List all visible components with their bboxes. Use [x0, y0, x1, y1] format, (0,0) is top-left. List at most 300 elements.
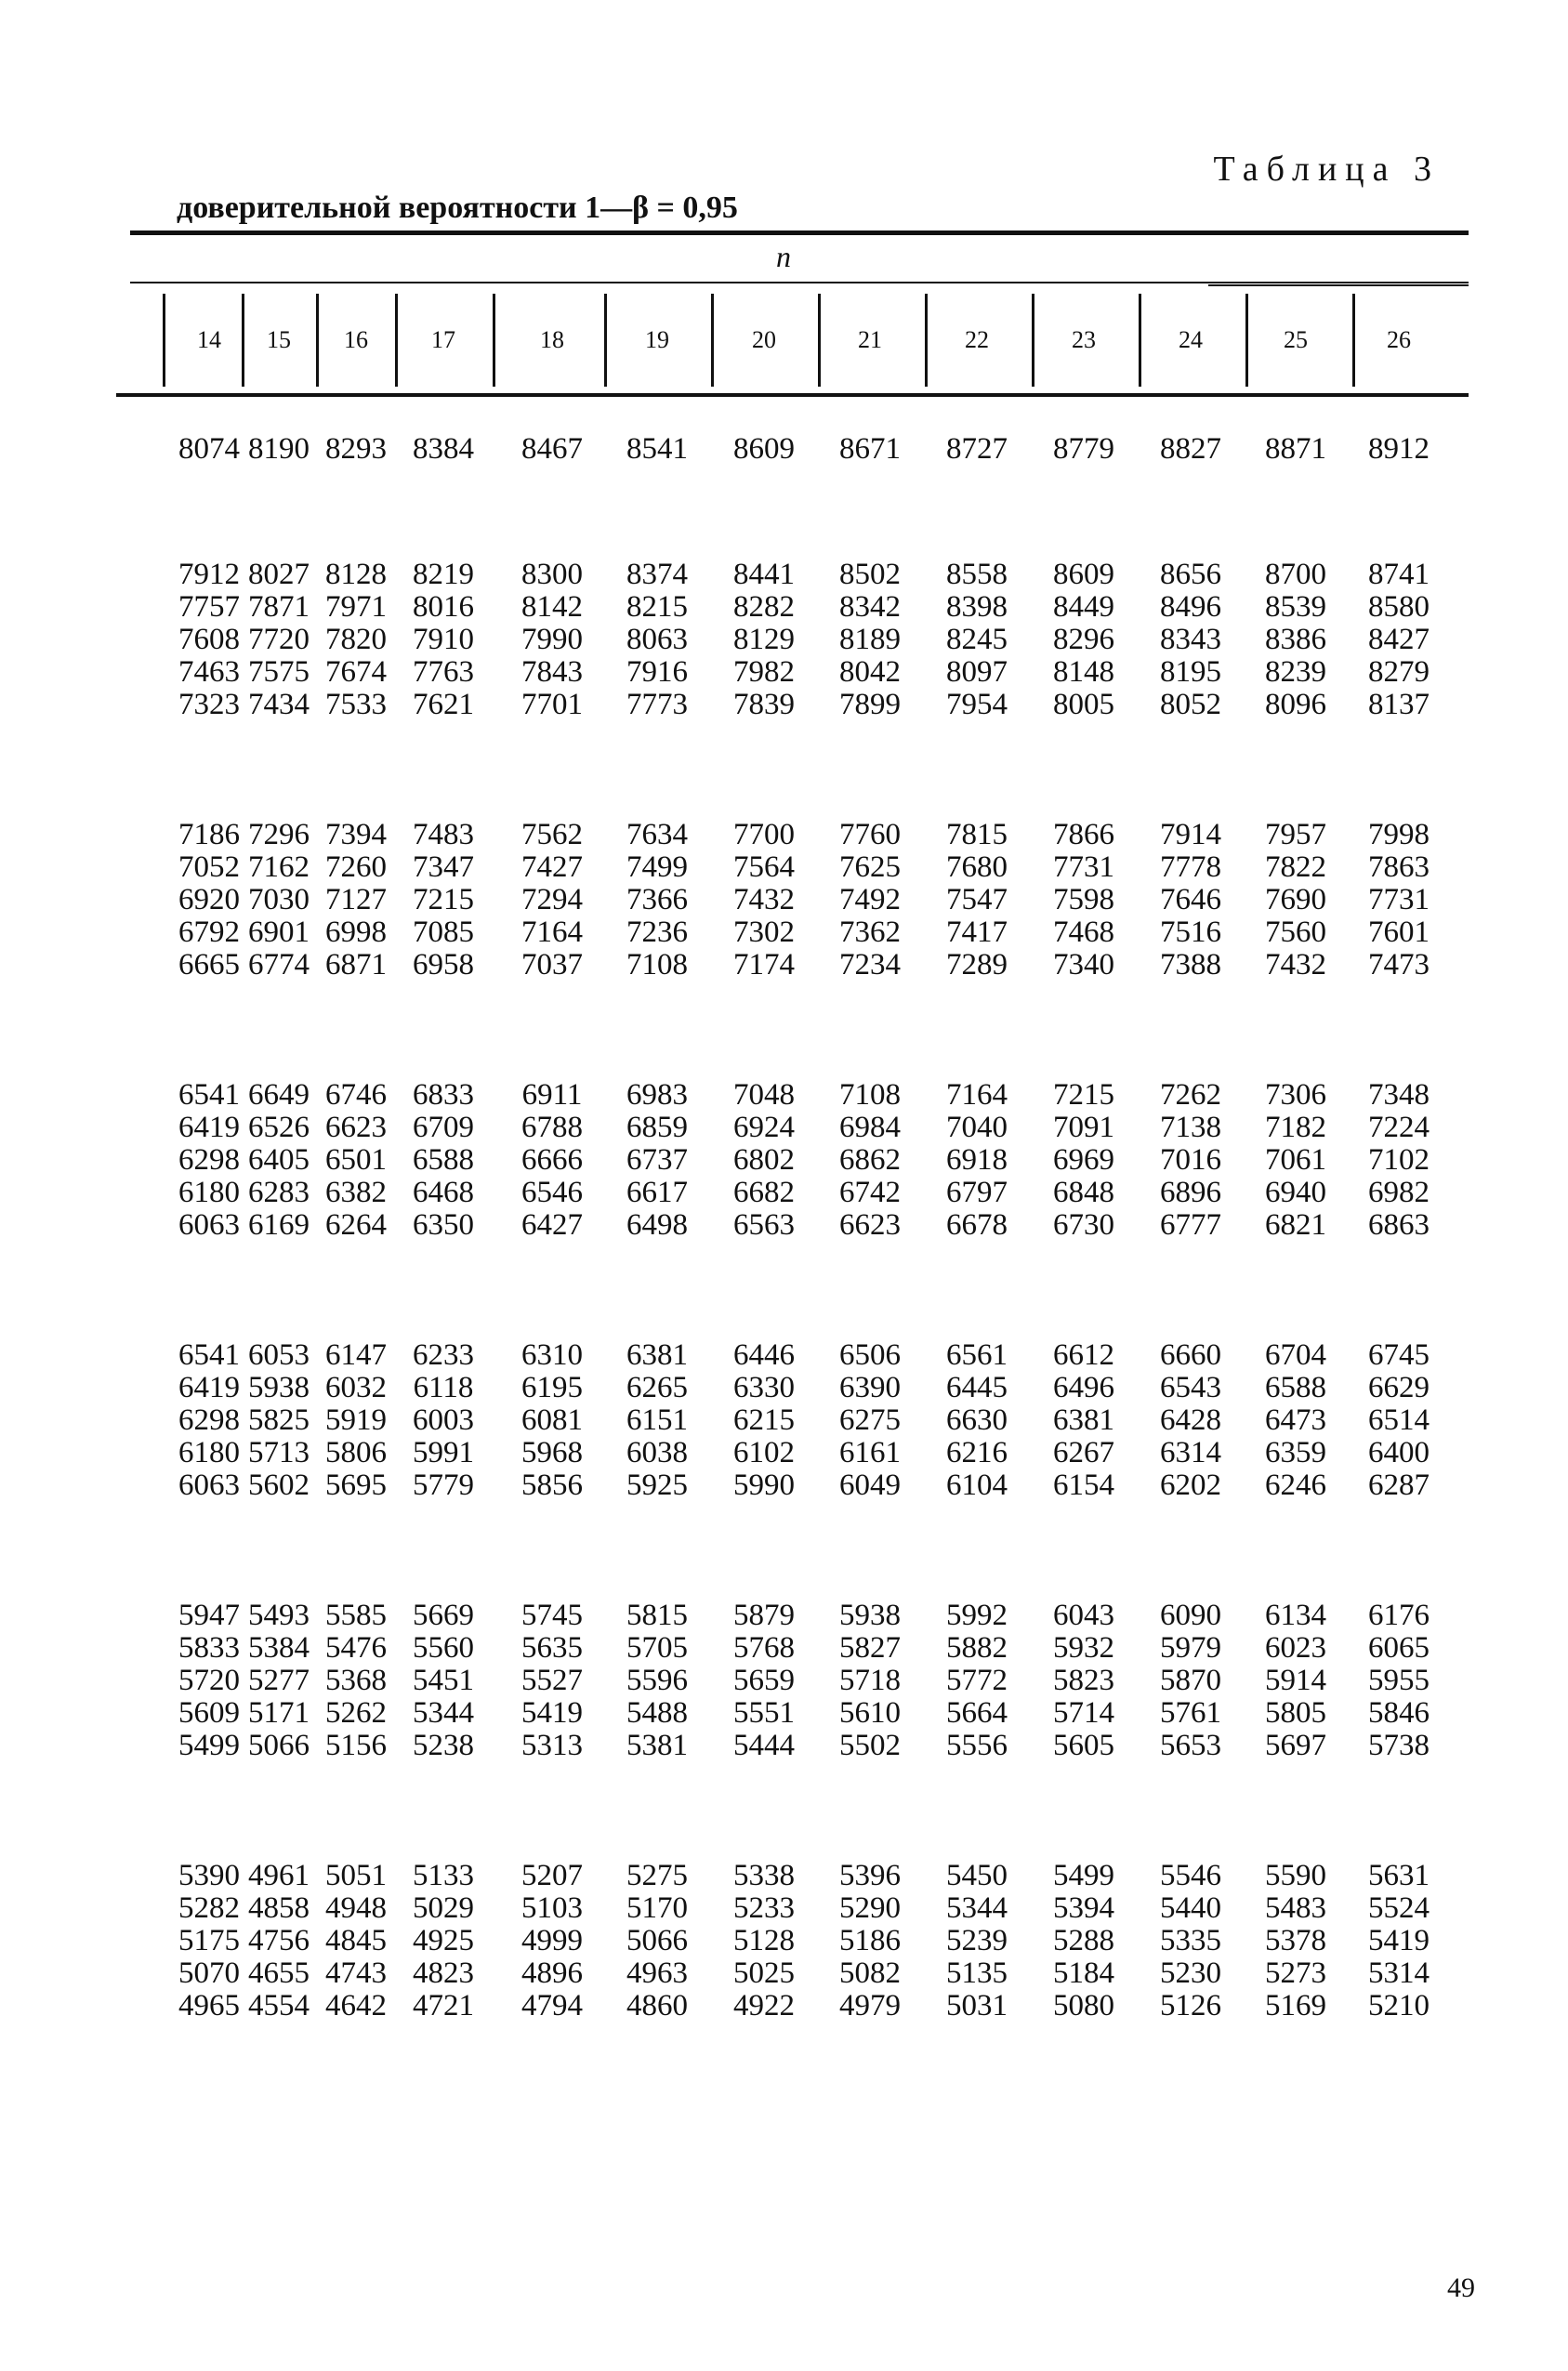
table-cell: 6982 [1368, 1176, 1430, 1209]
table-cell: 7427 [521, 850, 583, 884]
table-cell: 7957 [1265, 818, 1326, 851]
table-cell: 7108 [839, 1078, 901, 1112]
table-cell: 7174 [733, 948, 795, 981]
table-cell: 6969 [1053, 1143, 1114, 1177]
table-cell: 6588 [413, 1143, 474, 1177]
table-cell: 5493 [248, 1599, 310, 1632]
table-cell: 7910 [413, 623, 474, 656]
table-cell: 7432 [733, 883, 795, 916]
table-cell: 6298 [178, 1403, 240, 1437]
table-cell: 5979 [1160, 1631, 1221, 1665]
table-cell: 5714 [1053, 1696, 1114, 1730]
table-cell: 8374 [626, 558, 688, 591]
table-row [0, 432, 1568, 466]
table-cell: 6102 [733, 1436, 795, 1469]
table-cell: 8279 [1368, 655, 1430, 689]
column-header-23: 23 [1072, 326, 1096, 353]
table-cell: 6665 [178, 948, 240, 981]
table-cell: 8343 [1160, 623, 1221, 656]
table-cell: 7731 [1053, 850, 1114, 884]
table-cell: 6003 [413, 1403, 474, 1437]
table-cell: 5772 [946, 1664, 1008, 1697]
table-cell: 5238 [413, 1729, 474, 1762]
table-cell: 7260 [325, 850, 387, 884]
table-cell: 7262 [1160, 1078, 1221, 1112]
table-row [0, 1111, 1568, 1144]
table-cell: 5546 [1160, 1859, 1221, 1892]
table-cell: 8741 [1368, 558, 1430, 591]
table-row [0, 1436, 1568, 1469]
table-cell: 8384 [413, 432, 474, 466]
table-cell: 6506 [839, 1338, 901, 1372]
table-cell: 5659 [733, 1664, 795, 1697]
table-cell: 7763 [413, 655, 474, 689]
table-cell: 5635 [521, 1631, 583, 1665]
table-cell: 6788 [521, 1111, 583, 1144]
table-cell: 8190 [248, 432, 310, 466]
table-cell: 5230 [1160, 1956, 1221, 1990]
table-cell: 6275 [839, 1403, 901, 1437]
table-cell: 5585 [325, 1599, 387, 1632]
table-cell: 6848 [1053, 1176, 1114, 1209]
table-cell: 5233 [733, 1891, 795, 1925]
table-cell: 5745 [521, 1599, 583, 1632]
table-cell: 7778 [1160, 850, 1221, 884]
table-cell: 8541 [626, 432, 688, 466]
table-cell: 6063 [178, 1469, 240, 1502]
table-row [0, 558, 1568, 591]
table-label: Таблица 3 [1213, 150, 1440, 189]
table-cell: 6419 [178, 1111, 240, 1144]
column-divider [493, 294, 495, 387]
table-cell: 7234 [839, 948, 901, 981]
table-cell: 5384 [248, 1631, 310, 1665]
table-cell: 6265 [626, 1371, 688, 1404]
table-cell: 7162 [248, 850, 310, 884]
table-row [0, 1696, 1568, 1730]
table-cell: 5524 [1368, 1891, 1430, 1925]
table-cell: 8215 [626, 590, 688, 624]
table-cell: 5396 [839, 1859, 901, 1892]
table-cell: 5596 [626, 1664, 688, 1697]
table-cell: 5133 [413, 1859, 474, 1892]
column-divider [242, 294, 244, 387]
table-row [0, 1859, 1568, 1892]
table-cell: 6405 [248, 1143, 310, 1177]
table-cell: 6630 [946, 1403, 1008, 1437]
table-cell: 5210 [1368, 1989, 1430, 2022]
table-row [0, 883, 1568, 916]
table-cell: 5947 [178, 1599, 240, 1632]
table-cell: 6151 [626, 1403, 688, 1437]
table-cell: 7634 [626, 818, 688, 851]
header-rule [130, 282, 1469, 283]
table-cell: 6541 [178, 1078, 240, 1112]
table-cell: 5991 [413, 1436, 474, 1469]
table-cell: 8671 [839, 432, 901, 466]
table-cell: 5082 [839, 1956, 901, 1990]
table-cell: 5175 [178, 1924, 240, 1957]
table-cell: 7347 [413, 850, 474, 884]
table-cell: 7982 [733, 655, 795, 689]
page-number: 49 [1447, 2272, 1475, 2303]
table-cell: 7138 [1160, 1111, 1221, 1144]
table-cell: 5938 [248, 1371, 310, 1404]
table-cell: 5451 [413, 1664, 474, 1697]
table-cell: 6901 [248, 915, 310, 949]
table-cell: 6920 [178, 883, 240, 916]
column-divider [316, 294, 319, 387]
table-cell: 7052 [178, 850, 240, 884]
table-cell: 8398 [946, 590, 1008, 624]
table-cell: 8609 [733, 432, 795, 466]
table-cell: 6246 [1265, 1469, 1326, 1502]
table-cell: 6038 [626, 1436, 688, 1469]
table-cell: 6298 [178, 1143, 240, 1177]
table-cell: 6081 [521, 1403, 583, 1437]
column-header-15: 15 [267, 326, 291, 353]
table-cell: 5653 [1160, 1729, 1221, 1762]
table-cell: 6709 [413, 1111, 474, 1144]
table-cell: 7954 [946, 688, 1008, 721]
table-cell: 7990 [521, 623, 583, 656]
table-cell: 6617 [626, 1176, 688, 1209]
table-cell: 5738 [1368, 1729, 1430, 1762]
table-row [0, 1924, 1568, 1957]
table-cell: 6419 [178, 1371, 240, 1404]
table-row [0, 1176, 1568, 1209]
table-row [0, 1469, 1568, 1502]
table-cell: 5313 [521, 1729, 583, 1762]
table-row [0, 1631, 1568, 1665]
table-cell: 5499 [1053, 1859, 1114, 1892]
table-cell: 7091 [1053, 1111, 1114, 1144]
table-cell: 5051 [325, 1859, 387, 1892]
table-cell: 8342 [839, 590, 901, 624]
table-cell: 6090 [1160, 1599, 1221, 1632]
table-cell: 5029 [413, 1891, 474, 1925]
table-cell: 8779 [1053, 432, 1114, 466]
table-cell: 7037 [521, 948, 583, 981]
table-cell: 8142 [521, 590, 583, 624]
table-cell: 6629 [1368, 1371, 1430, 1404]
column-divider [604, 294, 607, 387]
table-cell: 5602 [248, 1469, 310, 1502]
table-cell: 8148 [1053, 655, 1114, 689]
table-cell: 7127 [325, 883, 387, 916]
column-header-20: 20 [752, 326, 776, 353]
table-cell: 6161 [839, 1436, 901, 1469]
table-cell: 5932 [1053, 1631, 1114, 1665]
table-cell: 8282 [733, 590, 795, 624]
column-header-14: 14 [197, 326, 221, 353]
table-cell: 8219 [413, 558, 474, 591]
table-cell: 7916 [626, 655, 688, 689]
column-header-24: 24 [1179, 326, 1203, 353]
table-cell: 7236 [626, 915, 688, 949]
table-cell: 7815 [946, 818, 1008, 851]
table-cell: 6859 [626, 1111, 688, 1144]
column-divider [163, 294, 165, 387]
table-cell: 7564 [733, 850, 795, 884]
table-cell: 5856 [521, 1469, 583, 1502]
table-cell: 4961 [248, 1859, 310, 1892]
table-cell: 6737 [626, 1143, 688, 1177]
table-cell: 6911 [521, 1078, 583, 1112]
table-cell: 5390 [178, 1859, 240, 1892]
table-cell: 6445 [946, 1371, 1008, 1404]
table-cell: 6821 [1265, 1208, 1326, 1242]
table-cell: 7843 [521, 655, 583, 689]
table-cell: 5277 [248, 1664, 310, 1697]
column-header-18: 18 [540, 326, 564, 353]
table-cell: 4965 [178, 1989, 240, 2022]
table-cell: 5833 [178, 1631, 240, 1665]
table-cell: 8128 [325, 558, 387, 591]
table-cell: 6862 [839, 1143, 901, 1177]
table-cell: 7030 [248, 883, 310, 916]
table-cell: 6382 [325, 1176, 387, 1209]
table-cell: 5381 [626, 1729, 688, 1762]
table-cell: 8912 [1368, 432, 1430, 466]
table-cell: 7757 [178, 590, 240, 624]
table-cell: 7302 [733, 915, 795, 949]
table-row [0, 915, 1568, 949]
table-cell: 5483 [1265, 1891, 1326, 1925]
table-cell: 6400 [1368, 1436, 1430, 1469]
table-cell: 7348 [1368, 1078, 1430, 1112]
table-cell: 5476 [325, 1631, 387, 1665]
table-cell: 8052 [1160, 688, 1221, 721]
table-cell: 6745 [1368, 1338, 1430, 1372]
table-cell: 6267 [1053, 1436, 1114, 1469]
table-cell: 6896 [1160, 1176, 1221, 1209]
table-cell: 6053 [248, 1338, 310, 1372]
table-cell: 7432 [1265, 948, 1326, 981]
table-cell: 6154 [1053, 1469, 1114, 1502]
table-cell: 6501 [325, 1143, 387, 1177]
table-row [0, 850, 1568, 884]
table-cell: 6730 [1053, 1208, 1114, 1242]
table-cell: 5938 [839, 1599, 901, 1632]
table-cell: 5914 [1265, 1664, 1326, 1697]
table-cell: 5955 [1368, 1664, 1430, 1697]
table-cell: 7215 [413, 883, 474, 916]
table-cell: 5551 [733, 1696, 795, 1730]
table-cell: 5031 [946, 1989, 1008, 2022]
table-cell: 8300 [521, 558, 583, 591]
table-cell: 5605 [1053, 1729, 1114, 1762]
table-cell: 6314 [1160, 1436, 1221, 1469]
table-cell: 5761 [1160, 1696, 1221, 1730]
table-cell: 6666 [521, 1143, 583, 1177]
table-cell: 8005 [1053, 688, 1114, 721]
column-divider [711, 294, 714, 387]
table-cell: 7998 [1368, 818, 1430, 851]
table-cell: 4794 [521, 1989, 583, 2022]
table-cell: 5419 [521, 1696, 583, 1730]
table-cell: 6468 [413, 1176, 474, 1209]
table-cell: 6381 [1053, 1403, 1114, 1437]
table-cell: 8496 [1160, 590, 1221, 624]
table-cell: 5590 [1265, 1859, 1326, 1892]
table-cell: 7646 [1160, 883, 1221, 916]
table-row [0, 948, 1568, 981]
table-cell: 8042 [839, 655, 901, 689]
table-cell: 5066 [626, 1924, 688, 1957]
table-cell: 6147 [325, 1338, 387, 1372]
table-cell: 6049 [839, 1469, 901, 1502]
table-cell: 5713 [248, 1436, 310, 1469]
table-cell: 5610 [839, 1696, 901, 1730]
table-cell: 5207 [521, 1859, 583, 1892]
table-cell: 6023 [1265, 1631, 1326, 1665]
table-cell: 6649 [248, 1078, 310, 1112]
table-cell: 6350 [413, 1208, 474, 1242]
table-cell: 7760 [839, 818, 901, 851]
table-cell: 7040 [946, 1111, 1008, 1144]
table-cell: 8558 [946, 558, 1008, 591]
column-header-17: 17 [431, 326, 455, 353]
table-cell: 5070 [178, 1956, 240, 1990]
table-cell: 6998 [325, 915, 387, 949]
table-cell: 8871 [1265, 432, 1326, 466]
table-cell: 8096 [1265, 688, 1326, 721]
table-cell: 7601 [1368, 915, 1430, 949]
table-cell: 5282 [178, 1891, 240, 1925]
table-cell: 5720 [178, 1664, 240, 1697]
table-cell: 7839 [733, 688, 795, 721]
table-cell: 6264 [325, 1208, 387, 1242]
table-cell: 6660 [1160, 1338, 1221, 1372]
table-cell: 4756 [248, 1924, 310, 1957]
table-cell: 6310 [521, 1338, 583, 1372]
table-cell: 5870 [1160, 1664, 1221, 1697]
table-cell: 7720 [248, 623, 310, 656]
table-cell: 6195 [521, 1371, 583, 1404]
table-cell: 5444 [733, 1729, 795, 1762]
table-cell: 6104 [946, 1469, 1008, 1502]
table-cell: 6563 [733, 1208, 795, 1242]
table-cell: 5378 [1265, 1924, 1326, 1957]
table-row [0, 1891, 1568, 1925]
column-header-21: 21 [858, 326, 882, 353]
table-cell: 7871 [248, 590, 310, 624]
table-cell: 6381 [626, 1338, 688, 1372]
table-cell: 5609 [178, 1696, 240, 1730]
table-cell: 5288 [1053, 1924, 1114, 1957]
table-cell: 7164 [521, 915, 583, 949]
table-cell: 7483 [413, 818, 474, 851]
table-cell: 5879 [733, 1599, 795, 1632]
table-cell: 5419 [1368, 1924, 1430, 1957]
table-cell: 5156 [325, 1729, 387, 1762]
table-cell: 8137 [1368, 688, 1430, 721]
table-cell: 7598 [1053, 883, 1114, 916]
table-cell: 4948 [325, 1891, 387, 1925]
column-header-19: 19 [645, 326, 669, 353]
table-cell: 7866 [1053, 818, 1114, 851]
table-cell: 8580 [1368, 590, 1430, 624]
table-cell: 7773 [626, 688, 688, 721]
table-cell: 8097 [946, 655, 1008, 689]
table-cell: 4642 [325, 1989, 387, 2022]
table-cell: 4721 [413, 1989, 474, 2022]
table-cell: 6742 [839, 1176, 901, 1209]
table-cell: 6134 [1265, 1599, 1326, 1632]
table-cell: 7362 [839, 915, 901, 949]
table-cell: 6287 [1368, 1469, 1430, 1502]
table-cell: 5768 [733, 1631, 795, 1665]
table-cell: 6283 [248, 1176, 310, 1209]
table-cell: 7417 [946, 915, 1008, 949]
table-cell: 5806 [325, 1436, 387, 1469]
column-header-26: 26 [1387, 326, 1411, 353]
table-cell: 4922 [733, 1989, 795, 2022]
table-cell: 6446 [733, 1338, 795, 1372]
table-cell: 5440 [1160, 1891, 1221, 1925]
column-divider [925, 294, 928, 387]
table-cell: 8386 [1265, 623, 1326, 656]
table-cell: 5335 [1160, 1924, 1221, 1957]
table-cell: 7164 [946, 1078, 1008, 1112]
table-cell: 6216 [946, 1436, 1008, 1469]
table-cell: 6924 [733, 1111, 795, 1144]
table-cell: 7499 [626, 850, 688, 884]
table-cell: 7575 [248, 655, 310, 689]
table-cell: 7085 [413, 915, 474, 949]
table-cell: 7674 [325, 655, 387, 689]
table-cell: 8467 [521, 432, 583, 466]
table-cell: 5669 [413, 1599, 474, 1632]
table-cell: 5882 [946, 1631, 1008, 1665]
column-header-16: 16 [344, 326, 368, 353]
table-cell: 6180 [178, 1176, 240, 1209]
table-cell: 8296 [1053, 623, 1114, 656]
table-cell: 5450 [946, 1859, 1008, 1892]
table-cell: 5338 [733, 1859, 795, 1892]
table-cell: 6180 [178, 1436, 240, 1469]
table-cell: 7560 [1265, 915, 1326, 949]
table-cell: 4823 [413, 1956, 474, 1990]
table-cell: 8195 [1160, 655, 1221, 689]
table-cell: 8245 [946, 623, 1008, 656]
table-cell: 6233 [413, 1338, 474, 1372]
table-cell: 5186 [839, 1924, 901, 1957]
table-cell: 6330 [733, 1371, 795, 1404]
table-cell: 7016 [1160, 1143, 1221, 1177]
column-divider [1352, 294, 1355, 387]
table-cell: 5705 [626, 1631, 688, 1665]
table-cell: 8609 [1053, 558, 1114, 591]
table-cell: 7434 [248, 688, 310, 721]
table-cell: 4743 [325, 1956, 387, 1990]
table-cell: 7366 [626, 883, 688, 916]
table-cell: 6546 [521, 1176, 583, 1209]
table-cell: 4925 [413, 1924, 474, 1957]
table-cell: 6065 [1368, 1631, 1430, 1665]
table-cell: 5103 [521, 1891, 583, 1925]
table-cell: 6498 [626, 1208, 688, 1242]
table-cell: 8449 [1053, 590, 1114, 624]
table-cell: 5560 [413, 1631, 474, 1665]
table-cell: 6496 [1053, 1371, 1114, 1404]
table-cell: 4858 [248, 1891, 310, 1925]
table-cell: 7306 [1265, 1078, 1326, 1112]
table-cell: 7394 [325, 818, 387, 851]
column-divider [1245, 294, 1248, 387]
table-cell: 7492 [839, 883, 901, 916]
